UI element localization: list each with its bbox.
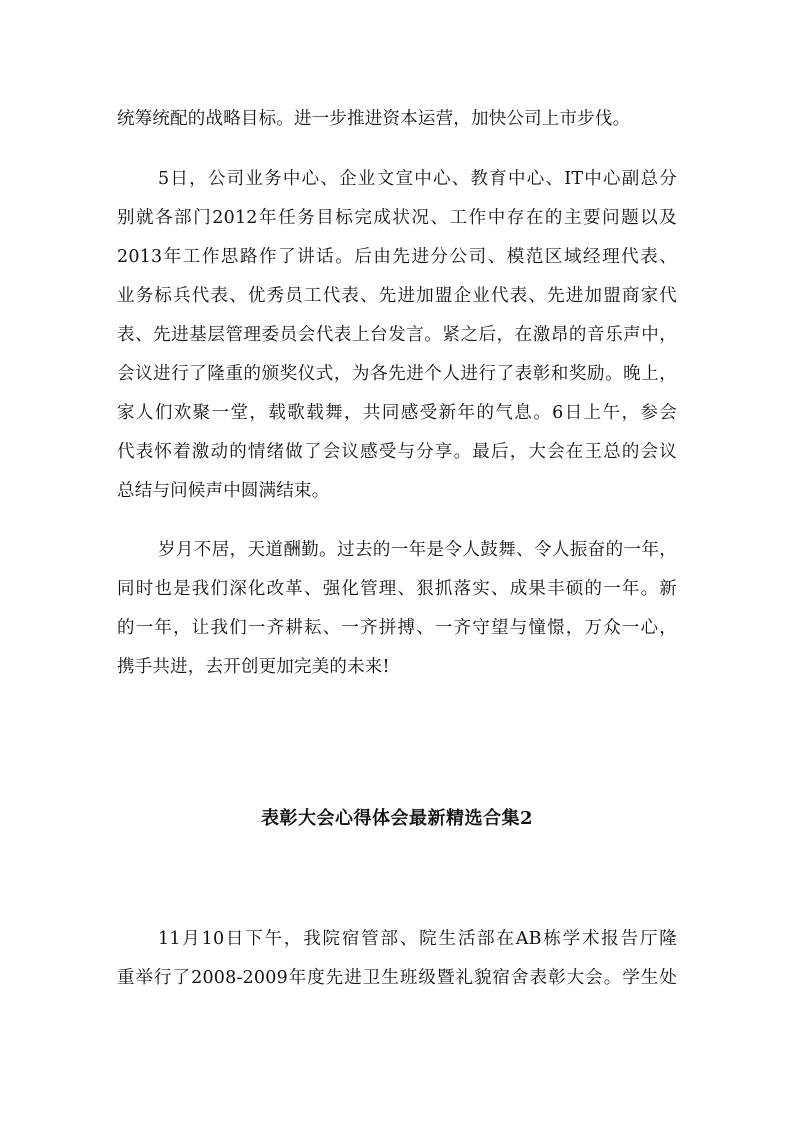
paragraph-line: 家人们欢聚一堂，载歌载舞，共同感受新年的气息。6日上午，参会 [117,403,677,423]
paragraph-line: 岁月不居，天道酬勤。过去的一年是令人鼓舞、令人振奋的一年， [158,540,677,560]
paragraph-line: 5日，公司业务中心、企业文宣中心、教育中心、IT中心副总分 [158,169,677,189]
paragraph-line: 的一年，让我们一齐耕耘、一齐拼搏、一齐守望与憧憬，万众一心， [117,618,677,638]
paragraph-line: 业务标兵代表、优秀员工代表、先进加盟企业代表、先进加盟商家代 [117,286,677,306]
paragraph-line: 代表怀着激动的情绪做了会议感受与分享。最后，大会在王总的会议 [117,442,677,462]
paragraph-line: 统筹统配的战略目标。进一步推进资本运营，加快公司上市步伐。 [117,109,631,129]
paragraph-line: 2013年工作思路作了讲话。后由先进分公司、模范区域经理代表、 [117,247,677,267]
paragraph-line: 总结与问候声中圆满结束。 [117,481,330,501]
paragraph-line: 重举行了2008-2009年度先进卫生班级暨礼貌宿舍表彰大会。学生处 [117,968,677,988]
paragraph-line: 会议进行了隆重的颁奖仪式，为各先进个人进行了表彰和奖励。晚上， [117,364,677,384]
paragraph-line: 表、先进基层管理委员会代表上台发言。紧之后，在激昂的音乐声中， [117,325,677,345]
section-heading: 表彰大会心得体会最新精选合集2 [260,808,534,829]
paragraph-line: 别就各部门2012年任务目标完成状况、工作中存在的主要问题以及 [117,208,677,228]
paragraph-line: 11月10日下午，我院宿管部、院生活部在AB栋学术报告厅隆 [158,929,677,949]
paragraph-line: 同时也是我们深化改革、强化管理、狠抓落实、成果丰硕的一年。新 [117,579,677,599]
paragraph-line: 携手共进，去开创更加完美的未来! [117,657,390,677]
